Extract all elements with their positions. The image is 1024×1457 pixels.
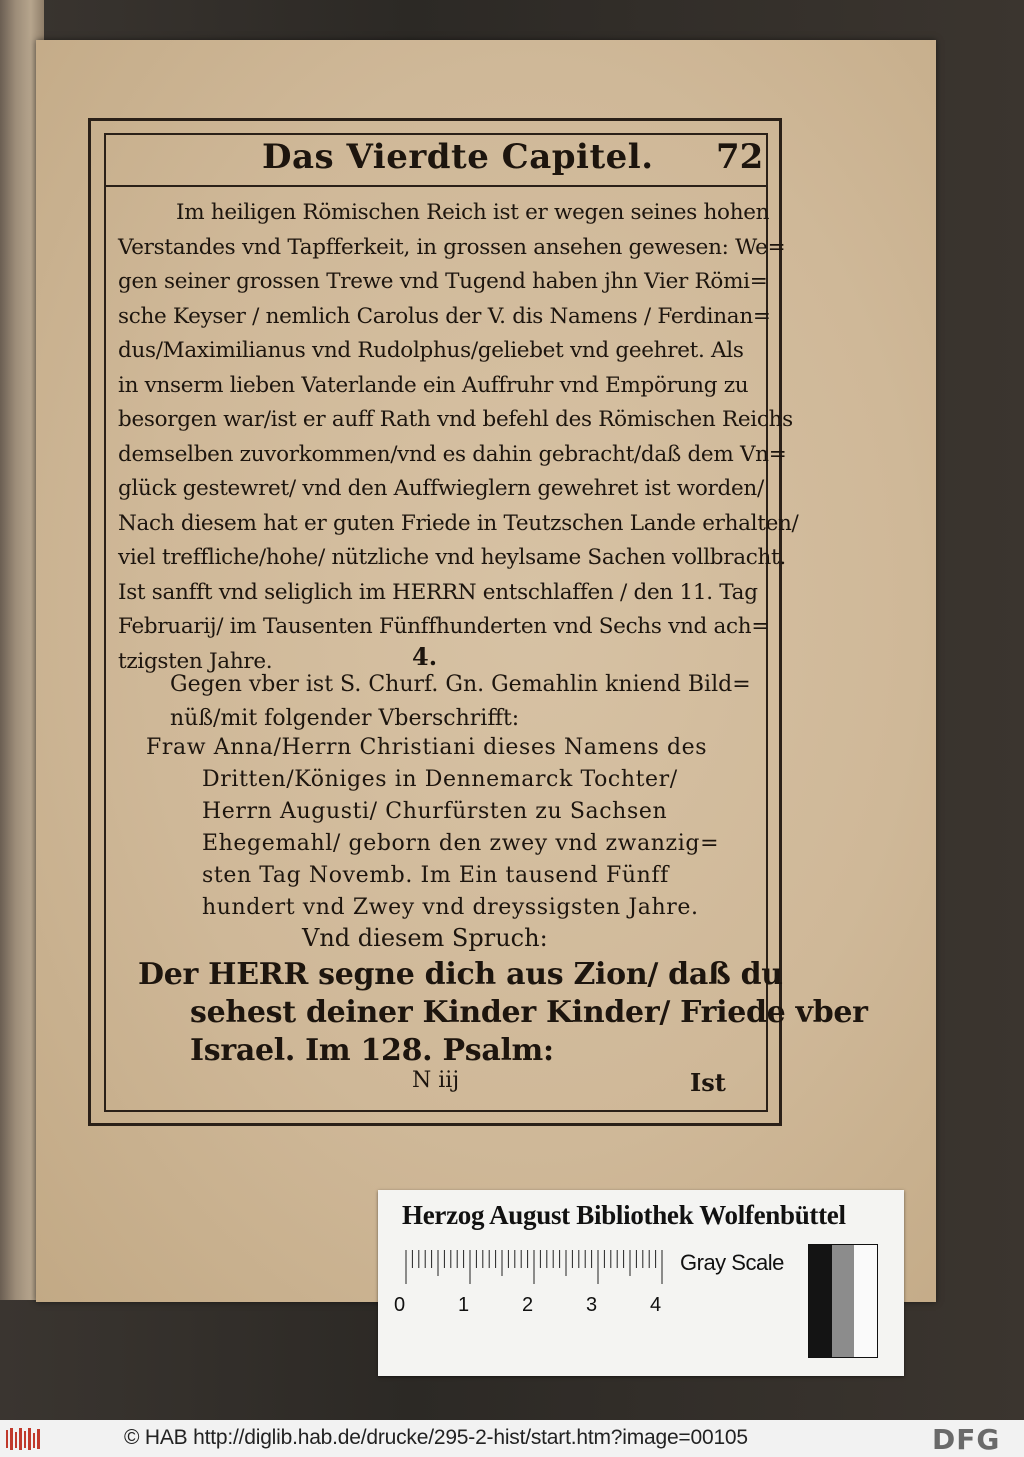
body-line: Verstandes vnd Tapfferkeit, in grossen ansehen gewesen: We= [118, 234, 786, 260]
ruler-labels [394, 1294, 694, 1324]
spruch-intro: Vnd diesem Spruch: [302, 924, 548, 952]
dfg-logo: DFG [932, 1423, 1001, 1456]
swatch-white [854, 1245, 877, 1357]
running-header: Das Vierdte Capitel. [262, 137, 654, 177]
body-line: glück gestewret/ vnd den Auffwieglern gewehret ist worden/ [118, 476, 764, 501]
inscription-line: Fraw Anna/Herrn Christiani dieses Namens des [146, 735, 708, 760]
body-line: dus/Maximilianus vnd Rudolphus/geliebet vnd geehret. Als [118, 338, 744, 363]
page-number: 72 [716, 137, 764, 177]
library-label-card [378, 1190, 904, 1376]
scale-label: 3 [586, 1294, 598, 1316]
scale-label: 1 [458, 1294, 470, 1316]
body-line: sche Keyser / nemlich Carolus der V. dis Namens / Ferdinan= [118, 303, 771, 329]
footer-credit-link[interactable]: © HAB http://diglib.hab.de/drucke/295-2-hist/start.htm?image=00105 [124, 1426, 748, 1449]
inscription-line: Ehegemahl/ geborn den zwey vnd zwanzig= [202, 831, 720, 856]
body-line: tzigsten Jahre. [118, 648, 273, 674]
scale-label: 0 [394, 1294, 406, 1316]
inscription-line: hundert vnd Zwey vnd dreyssigsten Jahre. [202, 895, 699, 920]
body-line: Februarij/ im Tausenten Fünffhunderten vnd Sechs vnd ach= [118, 614, 770, 639]
spruch-line: Israel. Im 128. Psalm: [190, 1033, 554, 1068]
section-number: 4. [412, 642, 438, 671]
inscription-text [146, 732, 719, 924]
spruch-line: sehest deiner Kinder Kinder/ Friede vber [190, 995, 868, 1030]
caption-line: Gegen vber ist S. Churf. Gn. Gemahlin kniend Bild= [170, 672, 751, 697]
scale-label: 2 [522, 1294, 534, 1316]
catchword: Ist [690, 1068, 726, 1097]
body-line: gen seiner grossen Trewe vnd Tugend haben jhn Vier Römi= [118, 269, 768, 294]
spruch-line: Der HERR segne dich aus Zion/ daß du [138, 957, 783, 992]
footer-bar [0, 1420, 1024, 1457]
body-line: demselben zuvorkommen/vnd es dahin gebracht/daß dem Vn= [118, 441, 787, 467]
spruch-text [138, 956, 868, 1070]
swatch-gray [832, 1245, 855, 1357]
scale-label: 4 [650, 1294, 662, 1316]
gray-scale-swatches [808, 1244, 878, 1358]
swatch-black [809, 1245, 832, 1357]
inscription-line: Herrn Augusti/ Churfürsten zu Sachsen [202, 799, 668, 824]
body-line: in vnserm lieben Vaterlande ein Auffruhr vnd Empörung zu [118, 372, 749, 398]
header-rule [104, 185, 766, 187]
signature-mark: N iij [412, 1068, 460, 1093]
gray-scale-label: Gray Scale [680, 1250, 784, 1275]
body-line: Nach diesem hat er guten Friede in Teutzschen Lande erhalten/ [118, 510, 799, 536]
barcode-logo-icon [6, 1428, 40, 1450]
body-line: besorgen war/ist er auff Rath vnd befehl des Römischen Reichs [118, 407, 793, 432]
body-line: Ist sanfft vnd seliglich im HERRN entschlaffen / den 11. Tag [118, 579, 758, 605]
library-title: Herzog August Bibliothek Wolfenbüttel [402, 1200, 846, 1230]
inscription-line: sten Tag Novemb. Im Ein tausend Fünff [202, 863, 669, 888]
body-text [118, 196, 799, 679]
caption-text [170, 668, 751, 736]
body-line: Im heiligen Römischen Reich ist er wegen seines hohen [176, 200, 770, 225]
inscription-line: Dritten/Königes in Dennemarck Tochter/ [202, 767, 678, 792]
ruler-scale [402, 1246, 672, 1286]
caption-line: nüß/mit folgender Vberschrifft: [170, 706, 520, 731]
body-line: viel treffliche/hohe/ nützliche vnd heylsame Sachen vollbracht. [118, 545, 786, 570]
